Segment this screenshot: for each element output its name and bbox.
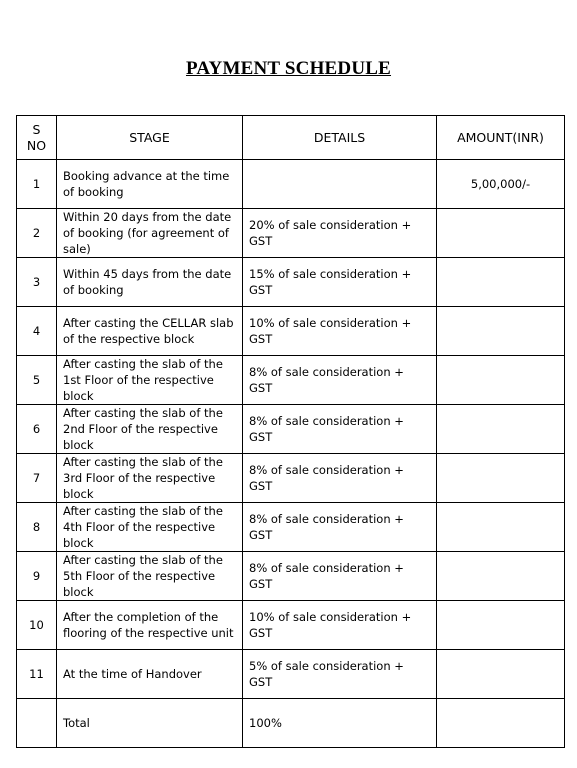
cell-details: 8% of sale consideration + GST [243, 503, 437, 552]
cell-sno: 4 [17, 307, 57, 356]
cell-details: 10% of sale consideration + GST [243, 307, 437, 356]
cell-stage: After casting the slab of the 5th Floor of the respective block [57, 552, 243, 601]
cell-amount [437, 307, 565, 356]
cell-stage: After the completion of the flooring of the respective unit [57, 601, 243, 650]
header-sno-line2: NO [26, 137, 47, 153]
cell-details: 8% of sale consideration + GST [243, 356, 437, 405]
cell-stage: After casting the CELLAR slab of the respective block [57, 307, 243, 356]
cell-stage: Total [57, 699, 243, 748]
cell-amount [437, 601, 565, 650]
cell-sno: 11 [17, 650, 57, 699]
page-title: PAYMENT SCHEDULE [185, 58, 392, 79]
header-amount: AMOUNT(INR) [437, 116, 565, 160]
header-sno [17, 116, 57, 160]
cell-sno: 1 [17, 160, 57, 209]
cell-sno: 5 [17, 356, 57, 405]
cell-stage: After casting the slab of the 4th Floor of the respective block [57, 503, 243, 552]
table-row [17, 601, 565, 650]
table-row [17, 209, 565, 258]
cell-amount [437, 356, 565, 405]
cell-details: 5% of sale consideration + GST [243, 650, 437, 699]
cell-sno: 6 [17, 405, 57, 454]
table-row [17, 650, 565, 699]
cell-amount [437, 650, 565, 699]
cell-sno: 3 [17, 258, 57, 307]
cell-stage: After casting the slab of the 3rd Floor of the respective block [57, 454, 243, 503]
cell-details: 8% of sale consideration + GST [243, 405, 437, 454]
cell-sno: 10 [17, 601, 57, 650]
cell-details: 10% of sale consideration + GST [243, 601, 437, 650]
table-row [17, 307, 565, 356]
header-sno-line1: S [32, 121, 41, 137]
header-details: DETAILS [243, 116, 437, 160]
cell-stage: After casting the slab of the 1st Floor of the respective block [57, 356, 243, 405]
cell-sno [17, 699, 57, 748]
cell-sno: 9 [17, 552, 57, 601]
table-row [17, 405, 565, 454]
cell-details [243, 160, 437, 209]
cell-details: 100% [243, 699, 437, 748]
cell-sno: 2 [17, 209, 57, 258]
header-stage: STAGE [57, 116, 243, 160]
cell-amount [437, 405, 565, 454]
cell-details: 15% of sale consideration + GST [243, 258, 437, 307]
cell-amount: 5,00,000/- [437, 160, 565, 209]
payment-schedule-table [16, 115, 565, 748]
cell-details: 8% of sale consideration + GST [243, 454, 437, 503]
cell-stage: After casting the slab of the 2nd Floor of the respective block [57, 405, 243, 454]
cell-amount [437, 209, 565, 258]
table-header-row [17, 116, 565, 160]
cell-stage: Within 45 days from the date of booking [57, 258, 243, 307]
cell-sno: 7 [17, 454, 57, 503]
cell-amount [437, 258, 565, 307]
cell-amount [437, 552, 565, 601]
table-row [17, 258, 565, 307]
cell-amount [437, 454, 565, 503]
cell-stage: At the time of Handover [57, 650, 243, 699]
table-row-total [17, 699, 565, 748]
cell-details: 8% of sale consideration + GST [243, 552, 437, 601]
table-row [17, 552, 565, 601]
cell-amount [437, 503, 565, 552]
cell-sno: 8 [17, 503, 57, 552]
table-row [17, 454, 565, 503]
cell-details: 20% of sale consideration + GST [243, 209, 437, 258]
table-row [17, 503, 565, 552]
cell-stage: Within 20 days from the date of booking (for agreement of sale) [57, 209, 243, 258]
table-row [17, 356, 565, 405]
cell-amount [437, 699, 565, 748]
cell-stage: Booking advance at the time of booking [57, 160, 243, 209]
table-row [17, 160, 565, 209]
